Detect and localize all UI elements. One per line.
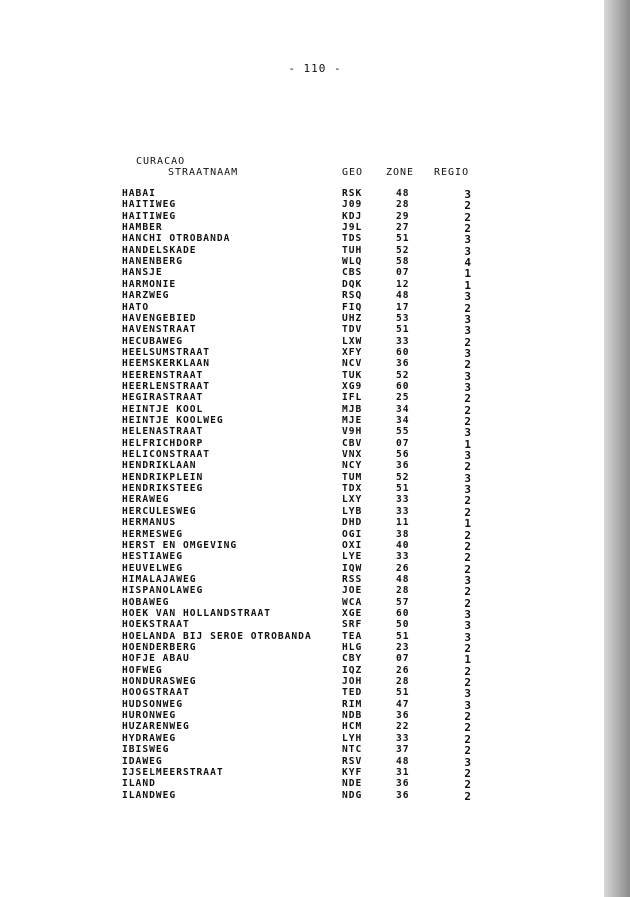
page-number: - 110 -	[288, 62, 342, 75]
geo-code: KDJ	[342, 210, 363, 222]
street-name: HANDELSKADE	[122, 244, 197, 256]
table-row	[0, 551, 600, 563]
geo-code: CBV	[342, 437, 363, 449]
geo-code: FIQ	[342, 301, 363, 313]
regio: 2	[464, 358, 472, 372]
table-row	[0, 721, 600, 733]
geo-code: JOE	[342, 585, 363, 597]
regio: 2	[464, 766, 472, 780]
geo-code: TUK	[342, 369, 363, 381]
street-name: HOFWEG	[122, 664, 163, 676]
regio: 2	[464, 415, 472, 428]
regio: 3	[464, 233, 472, 247]
regio: 2	[464, 199, 472, 213]
zone: 47	[396, 698, 410, 710]
regio: 3	[464, 630, 472, 644]
street-name: HURONWEG	[122, 710, 177, 722]
zone: 60	[396, 380, 410, 392]
zone: 12	[396, 278, 410, 290]
regio: 2	[464, 539, 472, 553]
header-regio: REGIO	[434, 167, 470, 178]
geo-code: TDS	[342, 233, 363, 245]
page-edge-shadow	[604, 0, 630, 897]
geo-code: DHD	[342, 517, 363, 529]
street-name: HEEMSKERKLAAN	[122, 358, 211, 370]
regio: 2	[464, 676, 472, 690]
geo-code: OGI	[342, 528, 363, 540]
header-zone: ZONE	[386, 167, 415, 178]
zone: 48	[396, 290, 410, 302]
zone: 27	[396, 222, 410, 234]
table-row	[0, 517, 600, 529]
table-row	[0, 767, 600, 779]
regio: 3	[464, 449, 472, 463]
regio: 2	[464, 778, 472, 792]
regio: 2	[464, 732, 472, 746]
regio: 3	[464, 698, 472, 712]
geo-code: LYH	[342, 732, 363, 744]
zone: 48	[396, 188, 410, 199]
zone: 36	[396, 778, 410, 790]
table-row	[0, 608, 600, 620]
street-name: HELFRICHDORP	[122, 437, 204, 449]
zone: 28	[396, 199, 410, 211]
geo-code: SRF	[342, 619, 363, 631]
table-row	[0, 460, 600, 472]
zone: 60	[396, 607, 410, 619]
table-row	[0, 585, 600, 597]
geo-code: HCM	[342, 721, 363, 733]
regio: 3	[464, 607, 472, 621]
street-name: HERMESWEG	[122, 528, 183, 540]
table-row	[0, 199, 600, 211]
street-name: IBISWEG	[122, 744, 170, 756]
regio: 2	[464, 301, 472, 315]
street-name: HOENDERBERG	[122, 642, 197, 653]
street-name: HONDURASWEG	[122, 676, 197, 688]
geo-code: LYE	[342, 551, 363, 563]
regio: 3	[464, 346, 472, 360]
zone: 51	[396, 687, 410, 699]
regio: 3	[464, 324, 472, 338]
table-row	[0, 426, 600, 438]
zone: 36	[396, 358, 410, 370]
table-row	[0, 529, 600, 541]
regio: 3	[464, 380, 472, 394]
street-name: HENDRIKSTEEG	[122, 483, 204, 495]
street-name: HANSJE	[122, 267, 163, 279]
street-name: HENDRIKPLEIN	[122, 471, 204, 483]
geo-code: NCV	[342, 358, 363, 370]
regio: 2	[464, 494, 472, 508]
zone: 28	[396, 585, 410, 597]
geo-code: J09	[342, 199, 363, 211]
table-row	[0, 687, 600, 699]
geo-code: WLQ	[342, 256, 363, 268]
street-name: HELENASTRAAT	[122, 426, 204, 438]
zone: 33	[396, 494, 410, 506]
zone: 26	[396, 562, 410, 574]
geo-code: OXI	[342, 539, 363, 551]
regio: 2	[464, 562, 472, 576]
zone: 36	[396, 789, 410, 801]
geo-code: VNX	[342, 449, 363, 461]
geo-code: NCY	[342, 460, 363, 472]
zone: 36	[396, 460, 410, 472]
regio: 2	[464, 210, 472, 224]
table-row	[0, 778, 600, 790]
geo-code: CBS	[342, 267, 363, 279]
zone: 48	[396, 573, 410, 585]
region-title: CURACAO	[136, 156, 186, 167]
street-name: HOFJE ABAU	[122, 653, 190, 665]
zone: 07	[396, 437, 410, 449]
regio: 2	[464, 789, 472, 803]
regio: 3	[464, 687, 472, 701]
zone: 36	[396, 710, 410, 722]
geo-code: IFL	[342, 392, 363, 404]
zone: 57	[396, 596, 410, 608]
header-straatnaam: STRAATNAAM	[168, 167, 239, 178]
table-row	[0, 279, 600, 291]
geo-code: LYB	[342, 505, 363, 517]
table-row	[0, 653, 600, 665]
street-name: HARMONIE	[122, 278, 177, 290]
street-name: HAVENGEBIED	[122, 312, 197, 324]
regio: 1	[464, 653, 472, 667]
regio: 2	[464, 335, 472, 349]
table-row	[0, 540, 600, 552]
regio: 1	[464, 437, 472, 451]
geo-code: RIM	[342, 698, 363, 710]
street-name: HANENBERG	[122, 256, 183, 268]
regio: 2	[464, 403, 472, 417]
geo-code: WCA	[342, 596, 363, 608]
zone: 51	[396, 483, 410, 495]
table-row	[0, 404, 600, 416]
street-name: HOELANDA BIJ SEROE OTROBANDA	[122, 630, 312, 642]
regio: 1	[464, 267, 472, 281]
regio: 2	[464, 460, 472, 474]
geo-code: IQW	[342, 562, 363, 574]
street-name: HIMALAJAWEG	[122, 573, 197, 585]
zone: 33	[396, 505, 410, 517]
zone: 22	[396, 721, 410, 733]
street-name: HEGIRASTRAAT	[122, 392, 204, 404]
geo-code: LXY	[342, 494, 363, 506]
table-row	[0, 358, 600, 370]
street-name: HOBAWEG	[122, 596, 170, 608]
regio: 1	[464, 278, 472, 292]
zone: 51	[396, 630, 410, 642]
table-row	[0, 336, 600, 348]
street-name: HAVENSTRAAT	[122, 324, 197, 336]
zone: 60	[396, 346, 410, 358]
regio: 2	[464, 744, 472, 758]
table-row	[0, 370, 600, 382]
table-row	[0, 619, 600, 631]
geo-code: RSQ	[342, 290, 363, 302]
regio: 2	[464, 222, 472, 236]
street-name: ILAND	[122, 778, 156, 790]
table-row	[0, 472, 600, 484]
regio: 3	[464, 426, 472, 440]
zone: 58	[396, 256, 410, 268]
geo-code: KYF	[342, 766, 363, 778]
zone: 50	[396, 619, 410, 631]
regio: 3	[464, 619, 472, 633]
table-row	[0, 665, 600, 677]
zone: 23	[396, 642, 410, 653]
geo-code: MJE	[342, 415, 363, 426]
geo-code: TEA	[342, 630, 363, 642]
regio: 3	[464, 573, 472, 587]
geo-code: NTC	[342, 744, 363, 756]
regio: 3	[464, 312, 472, 326]
zone: 38	[396, 528, 410, 540]
table-row	[0, 313, 600, 325]
table-row	[0, 392, 600, 404]
table-row	[0, 494, 600, 506]
zone: 56	[396, 449, 410, 461]
zone: 55	[396, 426, 410, 438]
table-row	[0, 233, 600, 245]
zone: 33	[396, 551, 410, 563]
geo-code: JOH	[342, 676, 363, 688]
street-name: HOEK VAN HOLLANDSTRAAT	[122, 607, 272, 619]
geo-code: IQZ	[342, 664, 363, 676]
zone: 34	[396, 415, 410, 426]
zone: 48	[396, 755, 410, 767]
street-name: IJSELMEERSTRAAT	[122, 766, 224, 778]
street-name: HELICONSTRAAT	[122, 449, 211, 461]
table-row	[0, 222, 600, 234]
street-name: HOEKSTRAAT	[122, 619, 190, 631]
geo-code: V9H	[342, 426, 363, 438]
street-name: HAITIWEG	[122, 199, 177, 211]
zone: 33	[396, 335, 410, 347]
zone: 52	[396, 244, 410, 256]
street-name: HYDRAWEG	[122, 732, 177, 744]
regio: 4	[464, 256, 472, 270]
regio: 2	[464, 505, 472, 519]
regio: 3	[464, 755, 472, 769]
regio: 2	[464, 585, 472, 599]
street-name: HANCHI OTROBANDA	[122, 233, 231, 245]
table-row	[0, 733, 600, 745]
street-name: HEERENSTRAAT	[122, 369, 204, 381]
geo-code: XGE	[342, 607, 363, 619]
regio: 2	[464, 721, 472, 735]
zone: 52	[396, 369, 410, 381]
regio: 3	[464, 369, 472, 383]
table-row	[0, 415, 600, 427]
zone: 25	[396, 392, 410, 404]
street-name: HAMBER	[122, 222, 163, 234]
regio: 2	[464, 596, 472, 610]
zone: 28	[396, 676, 410, 688]
street-name: HATO	[122, 301, 150, 313]
street-name: HEUVELWEG	[122, 562, 183, 574]
regio: 3	[464, 471, 472, 485]
table-row	[0, 597, 600, 609]
regio: 2	[464, 664, 472, 678]
table-row	[0, 347, 600, 359]
table-row	[0, 267, 600, 279]
table-row	[0, 744, 600, 756]
geo-code: TUM	[342, 471, 363, 483]
zone: 31	[396, 766, 410, 778]
geo-code: TED	[342, 687, 363, 699]
zone: 51	[396, 233, 410, 245]
geo-code: TDV	[342, 324, 363, 336]
regio: 2	[464, 551, 472, 565]
table-row	[0, 449, 600, 461]
street-name: HEERLENSTRAAT	[122, 380, 211, 392]
geo-code: RSV	[342, 755, 363, 767]
table-row	[0, 483, 600, 495]
geo-code: RSK	[342, 188, 363, 199]
geo-code: NDE	[342, 778, 363, 790]
street-name: HERCULESWEG	[122, 505, 197, 517]
regio: 2	[464, 710, 472, 724]
regio: 1	[464, 517, 472, 531]
geo-code: LXW	[342, 335, 363, 347]
table-row	[0, 290, 600, 302]
table-row	[0, 756, 600, 768]
table-row	[0, 699, 600, 711]
street-name: HAITIWEG	[122, 210, 177, 222]
geo-code: NDG	[342, 789, 363, 801]
geo-code: TUH	[342, 244, 363, 256]
table-row	[0, 574, 600, 586]
geo-code: J9L	[342, 222, 363, 234]
geo-code: TDX	[342, 483, 363, 495]
table-row	[0, 676, 600, 688]
table-row	[0, 211, 600, 223]
table-row	[0, 324, 600, 336]
table-row	[0, 381, 600, 393]
zone: 26	[396, 664, 410, 676]
geo-code: DQK	[342, 278, 363, 290]
table-row	[0, 188, 600, 200]
geo-code: HLG	[342, 642, 363, 653]
zone: 37	[396, 744, 410, 756]
table-row	[0, 642, 600, 654]
zone: 40	[396, 539, 410, 551]
zone: 34	[396, 403, 410, 415]
street-name: HECUBAWEG	[122, 335, 183, 347]
table-row	[0, 563, 600, 575]
table-row	[0, 302, 600, 314]
zone: 07	[396, 653, 410, 665]
table-row	[0, 790, 600, 802]
regio: 3	[464, 244, 472, 258]
street-name: HESTIAWEG	[122, 551, 183, 563]
street-name: HERAWEG	[122, 494, 170, 506]
street-name: HABAI	[122, 188, 156, 199]
street-name: HEINTJE KOOL	[122, 403, 204, 415]
regio: 3	[464, 188, 472, 201]
street-name: HEINTJE KOOLWEG	[122, 415, 224, 426]
regio: 2	[464, 528, 472, 542]
street-name: HUZARENWEG	[122, 721, 190, 733]
regio: 3	[464, 483, 472, 497]
street-name: IDAWEG	[122, 755, 163, 767]
street-name: ILANDWEG	[122, 789, 177, 801]
street-name: HERST EN OMGEVING	[122, 539, 238, 551]
street-name: HOOGSTRAAT	[122, 687, 190, 699]
geo-code: XG9	[342, 380, 363, 392]
zone: 53	[396, 312, 410, 324]
geo-code: CBY	[342, 653, 363, 665]
street-name: HARZWEG	[122, 290, 170, 302]
zone: 29	[396, 210, 410, 222]
table-row	[0, 245, 600, 257]
geo-code: NDB	[342, 710, 363, 722]
geo-code: MJB	[342, 403, 363, 415]
regio: 3	[464, 290, 472, 304]
street-name: HUDSONWEG	[122, 698, 183, 710]
table-row	[0, 256, 600, 268]
zone: 33	[396, 732, 410, 744]
zone: 51	[396, 324, 410, 336]
geo-code: RSS	[342, 573, 363, 585]
zone: 11	[396, 517, 410, 529]
table-row	[0, 506, 600, 518]
geo-code: UHZ	[342, 312, 363, 324]
table-row	[0, 710, 600, 722]
regio: 2	[464, 642, 472, 655]
zone: 07	[396, 267, 410, 279]
table-row	[0, 631, 600, 643]
street-name: HERMANUS	[122, 517, 177, 529]
street-name: HISPANOLAWEG	[122, 585, 204, 597]
header-geo: GEO	[342, 167, 364, 178]
geo-code: XFY	[342, 346, 363, 358]
street-name: HENDRIKLAAN	[122, 460, 197, 472]
street-name: HEELSUMSTRAAT	[122, 346, 211, 358]
zone: 52	[396, 471, 410, 483]
regio: 2	[464, 392, 472, 406]
table-row	[0, 438, 600, 450]
zone: 17	[396, 301, 410, 313]
